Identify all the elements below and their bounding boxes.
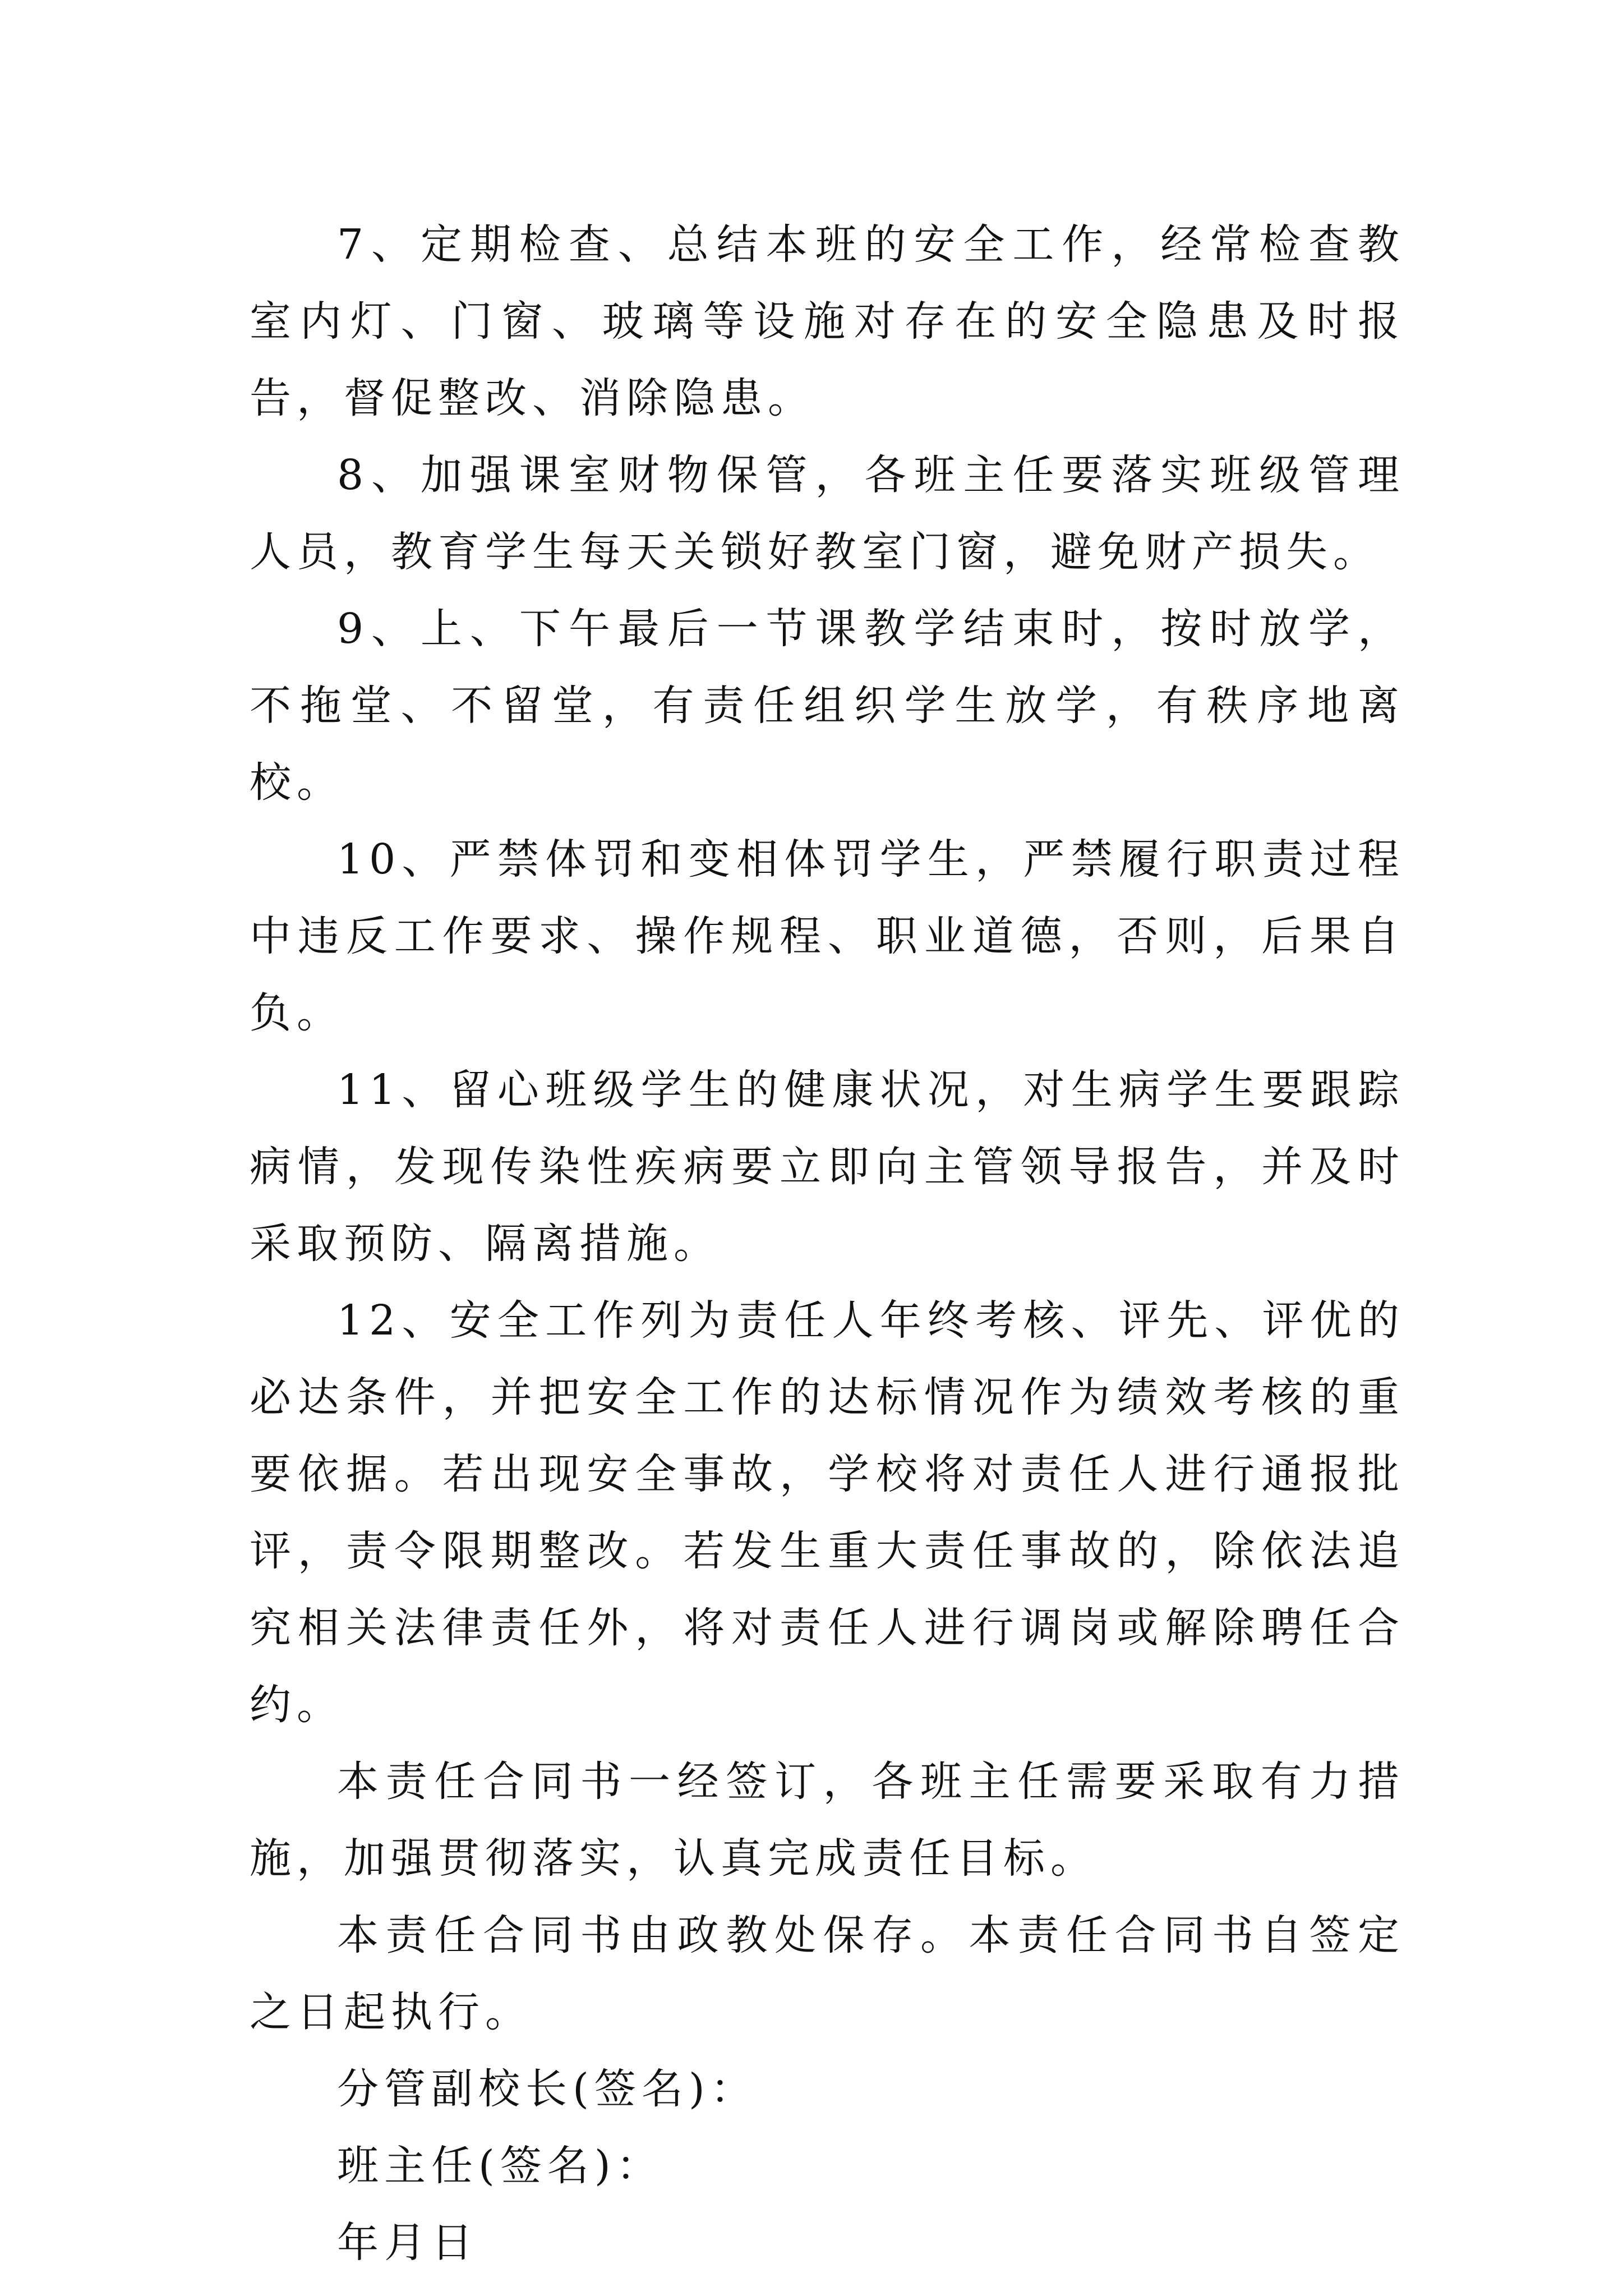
clause-10: 10、严禁体罚和变相体罚学生，严禁履行职责过程中违反工作要求、操作规程、职业道德，否则，后果自负。 [250,835,1405,1037]
contract-custody-paragraph: 本责任合同书由政教处保存。本责任合同书自签定之日起执行。 [250,1911,1405,2036]
clause-8: 8、加强课室财物保管，各班主任要落实班级管理人员，教育学生每天关锁好教室门窗，避免财产损失。 [250,451,1405,576]
document-body [250,206,1405,2281]
clause-7: 7、定期检查、总结本班的安全工作，经常检查教室内灯、门窗、玻璃等设施对存在的安全隐患及时报告，督促整改、消除隐患。 [250,220,1405,422]
contract-effect-paragraph: 本责任合同书一经签订，各班主任需要采取有力措施，加强贯彻落实，认真完成责任目标。 [250,1757,1405,1883]
clause-9: 9、上、下午最后一节课教学结束时，按时放学，不拖堂、不留堂，有责任组织学生放学，有秩序地离校。 [250,605,1405,807]
date-line: 年月日 [337,2219,478,2267]
clause-12: 12、安全工作列为责任人年终考核、评先、评优的必达条件，并把安全工作的达标情况作为绩效考核的重要依据。若出现安全事故，学校将对责任人进行通报批评，责令限期整改。若发生重大责任事故的，除依法追究相关法律责任外，将对责任人进行调岗或解除聘任合约。 [250,1296,1405,1729]
head-teacher-signature-line: 班主任(签名)： [337,2142,663,2190]
clause-11: 11、留心班级学生的健康状况，对生病学生要跟踪病情，发现传染性疾病要立即向主管领导报告，并及时采取预防、隔离措施。 [250,1066,1405,1268]
vice-principal-signature-line: 分管副校长(签名)： [337,2065,758,2113]
